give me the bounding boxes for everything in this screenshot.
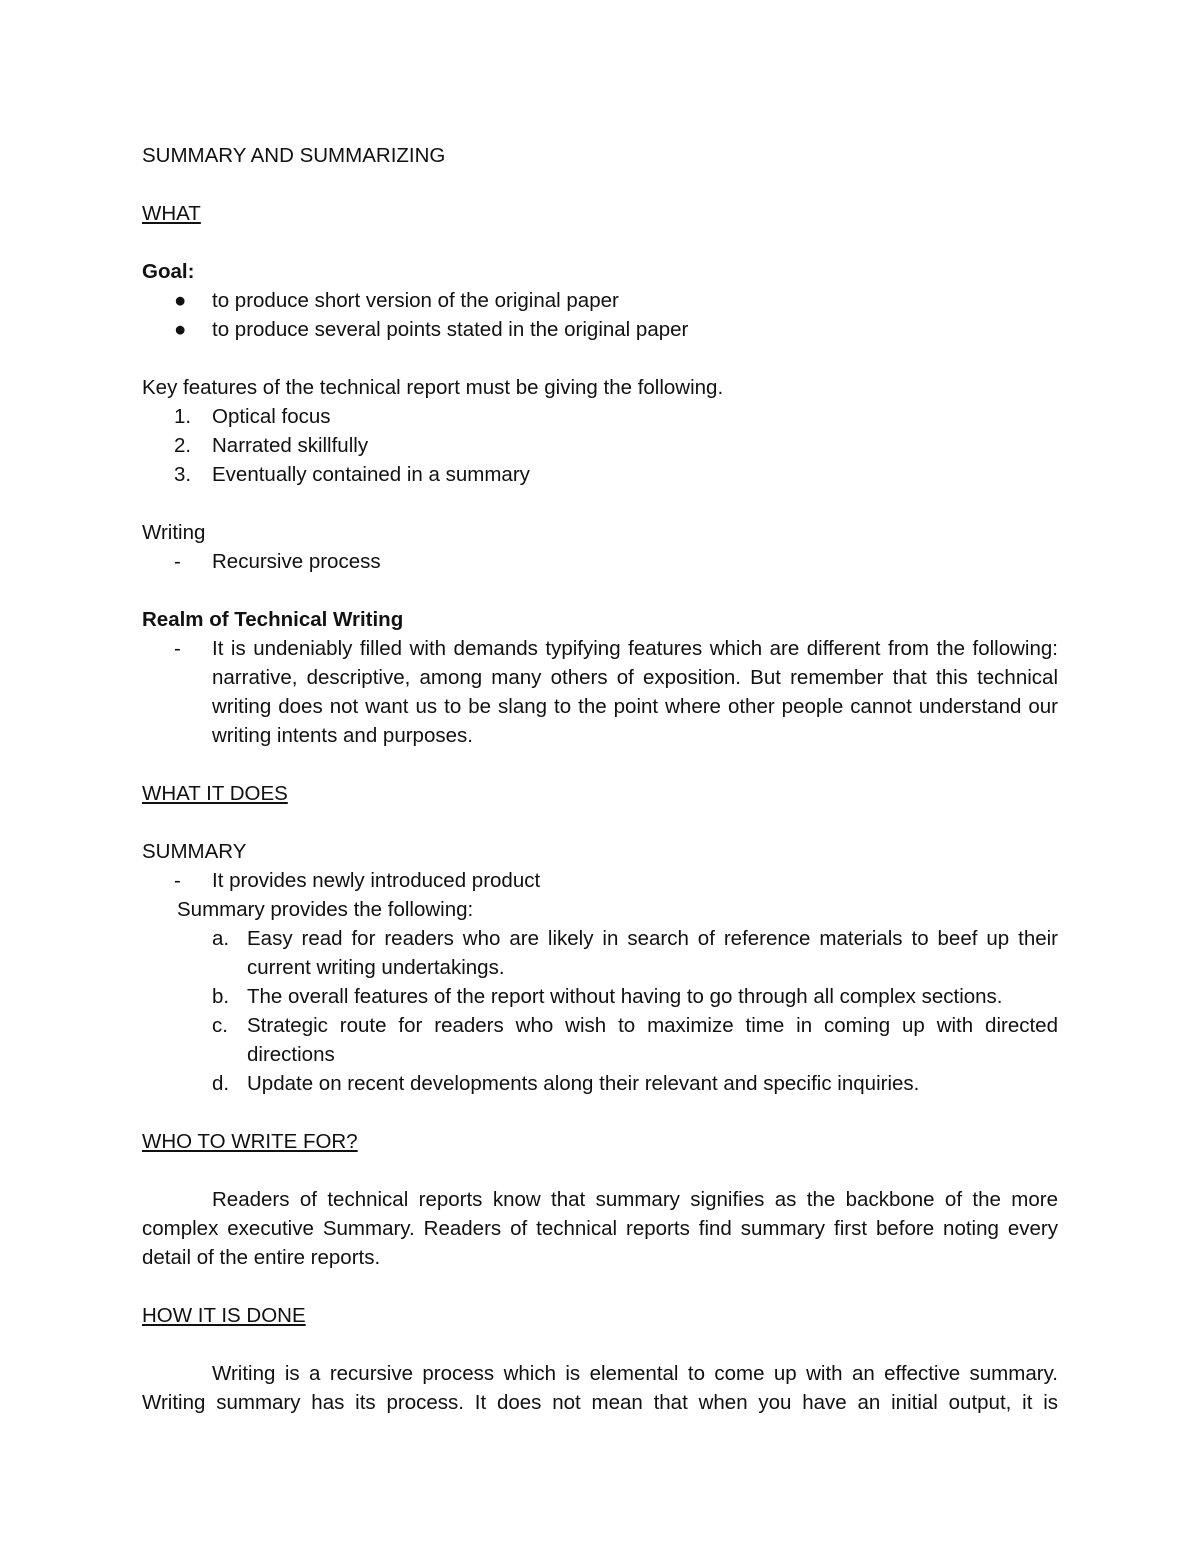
spacer <box>142 344 1058 373</box>
list-item-text: Update on recent developments along their relevant and specific inquiries. <box>247 1072 920 1095</box>
list-marker: - <box>174 550 181 573</box>
list-item-text: It provides newly introduced product <box>212 869 541 892</box>
list-marker: c. <box>212 1014 228 1037</box>
section-heading-who-to-write-for: WHO TO WRITE FOR? <box>142 1130 358 1153</box>
list-item-text: Narrated skillfully <box>212 434 369 457</box>
list-item <box>142 431 1058 460</box>
bullet-icon: ● <box>174 318 187 341</box>
list-item-text: Recursive process <box>212 550 381 573</box>
key-features-list <box>142 402 1058 489</box>
list-marker: 2. <box>174 434 192 457</box>
list-item <box>142 402 1058 431</box>
summary-list <box>142 866 1058 895</box>
provides-label: Summary provides the following: <box>177 898 474 921</box>
list-item <box>142 460 1058 489</box>
list-item-text: Easy read for readers who are likely in search of reference materials to beef up their current writing undertakings. <box>247 927 1058 979</box>
spacer <box>142 228 1058 257</box>
realm-list <box>142 634 1058 750</box>
spacer <box>142 489 1058 518</box>
list-item <box>142 1069 1058 1098</box>
list-marker: d. <box>212 1072 230 1095</box>
list-item <box>142 866 1058 895</box>
spacer <box>142 576 1058 605</box>
list-marker: 3. <box>174 463 192 486</box>
list-marker: 1. <box>174 405 192 428</box>
section-heading-what: WHAT <box>142 202 201 225</box>
list-item-text: to produce short version of the original paper <box>212 289 619 312</box>
bullet-icon: ● <box>174 289 187 312</box>
list-item-text: The overall features of the report without having to go through all complex sections. <box>247 985 1003 1008</box>
section-heading-what-it-does: WHAT IT DOES <box>142 782 288 805</box>
list-item-text: Eventually contained in a summary <box>212 463 530 486</box>
list-item-text: It is undeniably filled with demands typifying features which are different from the following: narrative, descriptive, among many others of exposition. But remember that this technical writing does not want us to be slang to the point where other people cannot understand our writing intents and purposes. <box>212 637 1058 747</box>
list-item <box>142 286 1058 315</box>
spacer <box>142 1272 1058 1301</box>
list-marker: - <box>174 869 181 892</box>
spacer <box>142 808 1058 837</box>
spacer <box>142 750 1058 779</box>
list-item <box>142 634 1058 750</box>
spacer <box>142 1098 1058 1127</box>
goal-list <box>142 286 1058 344</box>
who-paragraph: Readers of technical reports know that summary signifies as the backbone of the more complex executive Summary. Readers of technical reports find summary first before noting every detail of the entire reports. <box>142 1188 1058 1269</box>
list-marker: - <box>174 637 181 660</box>
writing-label: Writing <box>142 521 206 544</box>
spacer <box>142 1156 1058 1185</box>
provides-list <box>142 924 1058 1098</box>
goal-label: Goal: <box>142 260 195 283</box>
spacer <box>142 170 1058 199</box>
list-item-text: Strategic route for readers who wish to maximize time in coming up with directed directions <box>247 1014 1058 1066</box>
list-item <box>142 1011 1058 1069</box>
list-marker: a. <box>212 927 230 950</box>
list-item-text: to produce several points stated in the original paper <box>212 318 689 341</box>
list-item <box>142 547 1058 576</box>
summary-label: SUMMARY <box>142 840 247 863</box>
how-paragraph: Writing is a recursive process which is elemental to come up with an effective summary. Writing summary has its process. It does not mean that when you have an initial output, it is <box>142 1362 1058 1414</box>
key-features-intro: Key features of the technical report must be giving the following. <box>142 376 724 399</box>
list-item <box>142 924 1058 982</box>
list-item <box>142 982 1058 1011</box>
document-title: SUMMARY AND SUMMARIZING <box>142 144 446 167</box>
writing-list <box>142 547 1058 576</box>
section-heading-how-it-is-done: HOW IT IS DONE <box>142 1304 306 1327</box>
list-marker: b. <box>212 985 230 1008</box>
list-item-text: Optical focus <box>212 405 331 428</box>
list-item <box>142 315 1058 344</box>
spacer <box>142 1330 1058 1359</box>
realm-heading: Realm of Technical Writing <box>142 608 404 631</box>
document-body <box>142 141 1058 1417</box>
